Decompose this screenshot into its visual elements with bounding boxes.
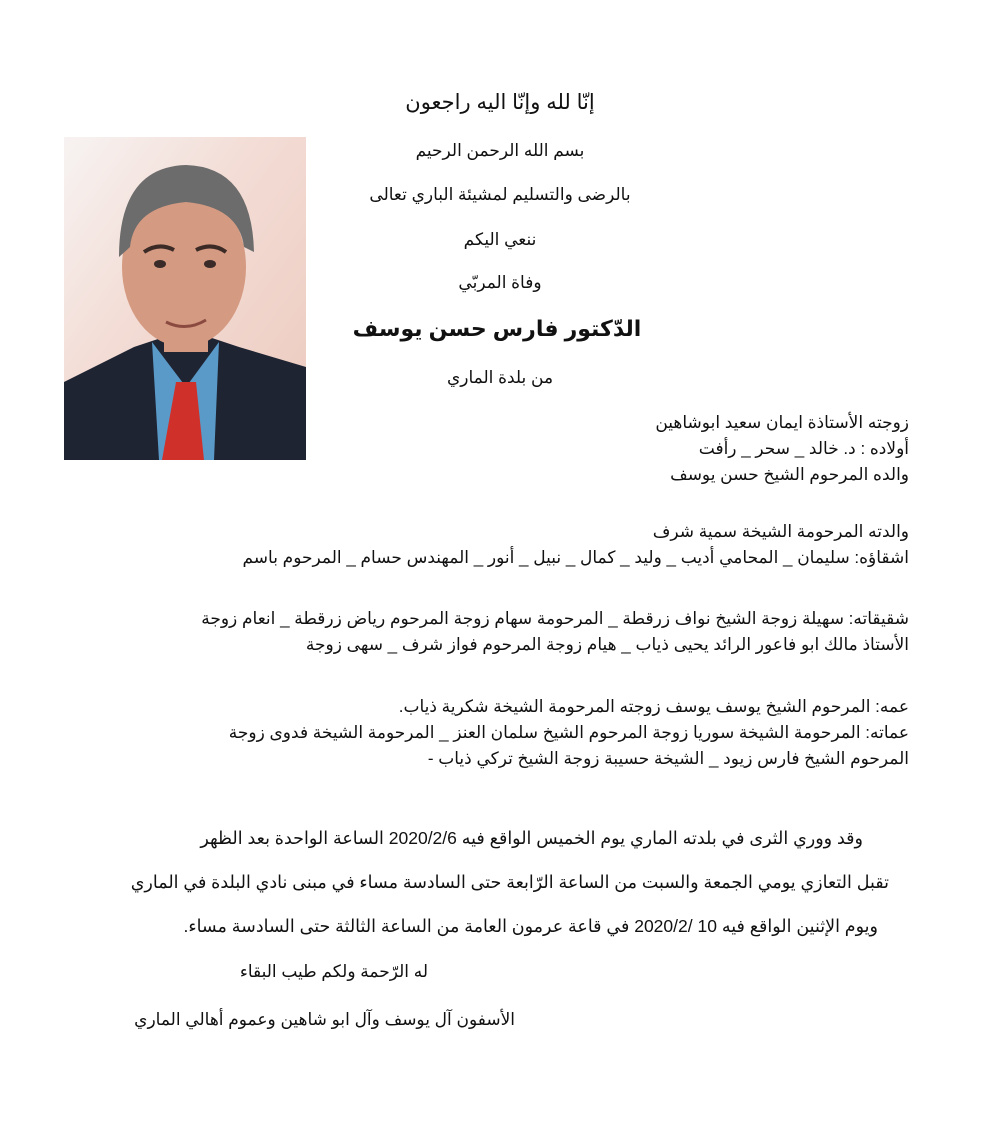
announcement-line: ننعي اليكم <box>463 230 537 249</box>
death-of-line: وفاة المربّي <box>458 273 542 292</box>
quran-verse: إنّا لله وإنّا اليه راجعون <box>405 91 595 114</box>
burial-notice: وقد ووري الثرى في بلدته الماري يوم الخميس الواقع فيه 2020/2/6 الساعة الواحدة بعد الظهر <box>200 828 863 848</box>
hometown-line: من بلدة الماري <box>446 368 554 387</box>
aunts-line-1: عماته: المرحومة الشيخة سوريا زوجة المرحوم الشيخ سلمان العنز _ المرحومة الشيخة فدوى زوجة <box>228 723 909 742</box>
aunts-line-2: المرحوم الشيخ فارس زيود _ الشيخة حسيبة زوجة الشيخ تركي ذياب - <box>427 749 909 768</box>
condolences-line-2: ويوم الإثنين الواقع فيه 10 /2020/2 في قاعة عرمون العامة من الساعة الثالثة حتى السادسة مساء. <box>183 916 878 936</box>
uncle-line: عمه: المرحوم الشيخ يوسف يوسف زوجته المرحومة الشيخة شكرية ذياب. <box>398 697 909 716</box>
children-line: أولاده : د. خالد _ سحر _ رأفت <box>698 439 909 458</box>
mourners-line: الأسفون آل يوسف وآل ابو شاهين وعموم أهالي الماري <box>134 1010 515 1029</box>
condolences-line-1: تقبل التعازي يومي الجمعة والسبت من الساعة الرّابعة حتى السادسة مساء في مبنى نادي البلدة في الماري <box>130 872 889 892</box>
wife-line: زوجته الأستاذة ايمان سعيد ابوشاهين <box>655 413 909 432</box>
submission-line: بالرضى والتسليم لمشيئة الباري تعالى <box>369 185 631 204</box>
brothers-line: اشقاؤه: سليمان _ المحامي أديب _ وليد _ كمال _ نبيل _ أنور _ المهندس حسام _ المرحوم باسم <box>242 548 909 567</box>
sisters-line-2: الأستاذ مالك ابو فاعور الرائد يحيى ذياب _ هيام زوجة المرحوم فواز شرف _ سهى زوجة <box>305 635 909 654</box>
mother-line: والدته المرحومة الشيخة سمية شرف <box>652 522 909 541</box>
mercy-line: له الرّحمة ولكم طيب البقاء <box>239 962 428 981</box>
basmala: بسم الله الرحمن الرحيم <box>415 141 585 160</box>
father-line: والده المرحوم الشيخ حسن يوسف <box>670 465 909 484</box>
portrait-photo <box>64 137 306 460</box>
deceased-name: الدّكتور فارس حسن يوسف <box>352 316 642 341</box>
sisters-line-1: شقيقاته: سهيلة زوجة الشيخ نواف زرقطة _ المرحومة سهام زوجة المرحوم رياض زرقطة _ انعام زوجة <box>201 609 909 628</box>
